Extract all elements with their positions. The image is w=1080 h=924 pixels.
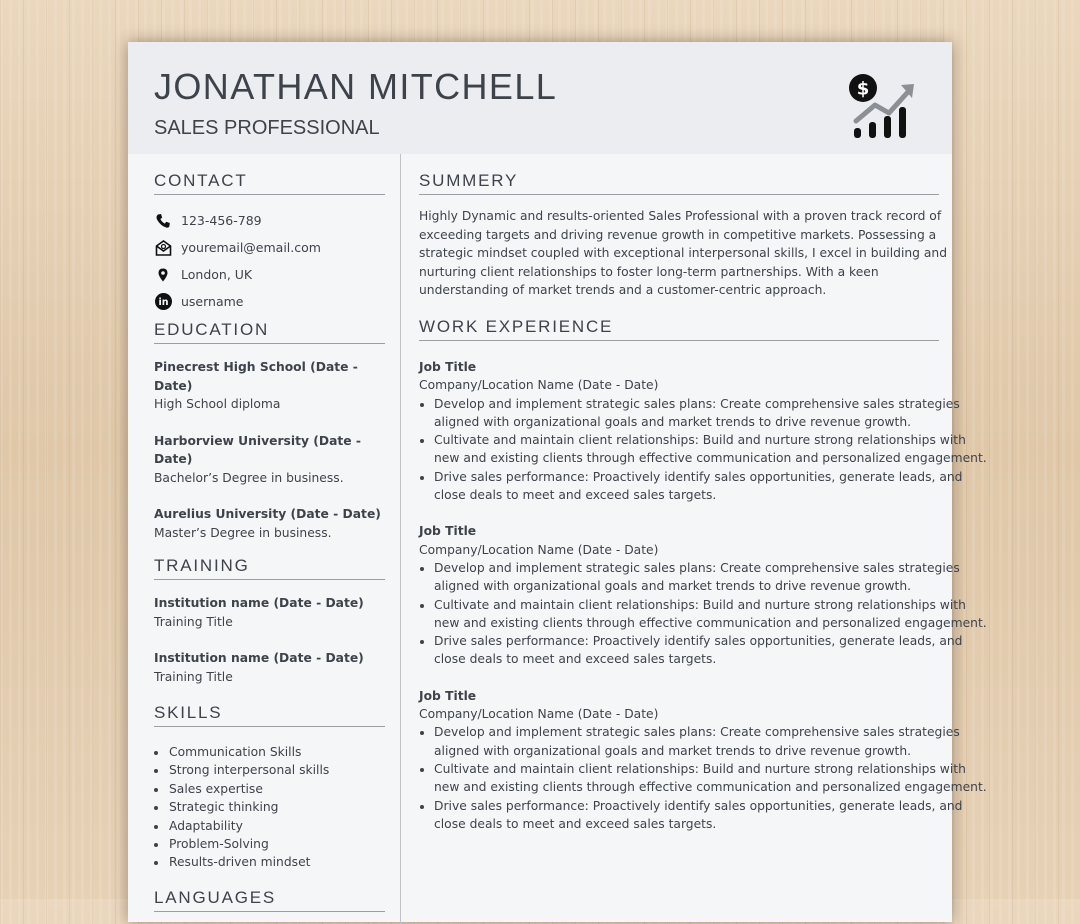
- summary-section: [419, 171, 948, 300]
- phone-icon: [154, 213, 172, 229]
- education-school: Pinecrest High School (Date - Date): [154, 360, 358, 393]
- job-bullet: [434, 468, 963, 505]
- svg-text:$: $: [856, 78, 870, 100]
- bullet-line: new and existing clients through effective communication and personalized engagement.: [434, 780, 987, 795]
- training-title: Training Title: [154, 614, 233, 629]
- education-item: [154, 505, 385, 542]
- skills-section: [154, 703, 385, 872]
- skill-item: • Strategic thinking: [168, 798, 385, 816]
- education-item: [154, 358, 385, 414]
- phone-text: 123-456-789: [181, 213, 262, 228]
- bullet-line: • Develop and implement strategic sales plans: Create comprehensive sales strategies: [434, 725, 960, 740]
- bullet-line: aligned with organizational goals and market trends to drive revenue growth.: [434, 743, 912, 758]
- bullet-line: • Drive sales performance: Proactively identify sales opportunities, generate leads, and: [434, 798, 963, 813]
- right-column: [419, 154, 987, 833]
- education-degree: Master’s Degree in business.: [154, 525, 332, 540]
- job-bullets: [419, 395, 987, 505]
- job-company: Company/Location Name (Date - Date): [419, 542, 659, 557]
- resume-page: [128, 42, 987, 922]
- training-institution: Institution name (Date - Date): [154, 651, 364, 665]
- job-company: Company/Location Name (Date - Date): [419, 378, 659, 393]
- summary-line: Highly Dynamic and results-oriented Sales Professional with a proven track record of: [419, 209, 942, 223]
- bullet-line: • Cultivate and maintain client relationships: Build and nurture strong relationships with: [434, 597, 966, 612]
- languages-section: [154, 888, 385, 912]
- bullet-line: aligned with organizational goals and market trends to drive revenue growth.: [434, 414, 912, 429]
- education-school: Aurelius University (Date - Date): [154, 507, 381, 521]
- dollar-growth-chart-icon: [846, 70, 918, 142]
- job-bullet: [434, 559, 960, 596]
- bullet-line: • Cultivate and maintain client relationships: Build and nurture strong relationships with: [434, 761, 966, 776]
- job-title: Job Title: [419, 359, 477, 374]
- training-section: [154, 556, 385, 686]
- linkedin-text: username: [181, 294, 244, 309]
- candidate-name: JONATHAN MITCHELL: [154, 66, 558, 107]
- skills-list: [154, 743, 385, 872]
- job-entry: [419, 358, 987, 504]
- education-degree: High School diploma: [154, 397, 281, 411]
- skill-item: • Results-driven mindset: [168, 853, 385, 871]
- training-title: Training Title: [154, 669, 233, 684]
- skill-item: • Strong interpersonal skills: [168, 761, 385, 779]
- skill-item: • Communication Skills: [168, 743, 385, 761]
- experience-heading: WORK EXPERIENCE: [419, 317, 939, 341]
- languages-heading: LANGUAGES: [154, 888, 385, 912]
- skill-item: • Adaptability: [168, 817, 385, 835]
- job-title: Job Title: [419, 524, 477, 539]
- job-entry: [419, 687, 987, 833]
- education-degree: Bachelor’s Degree in business.: [154, 470, 344, 485]
- contact-heading: CONTACT: [154, 171, 385, 195]
- bullet-line: new and existing clients through effective communication and personalized engagement.: [434, 451, 987, 466]
- linkedin-icon: [154, 294, 172, 310]
- bullet-line: close deals to meet and exceed sales targets.: [434, 652, 717, 667]
- location-text: London, UK: [181, 267, 253, 282]
- training-institution: Institution name (Date - Date): [154, 596, 364, 610]
- skills-heading: SKILLS: [154, 703, 385, 727]
- left-column: [154, 154, 385, 912]
- bullet-line: • Develop and implement strategic sales plans: Create comprehensive sales strategies: [434, 396, 960, 411]
- location-pin-icon: [154, 267, 172, 283]
- summary-line: nurturing client relationships to foster long-term partnerships. With a keen: [419, 264, 879, 279]
- contact-email: [154, 234, 385, 261]
- training-item: [154, 649, 385, 686]
- contact-phone: [154, 207, 385, 234]
- column-divider: [400, 154, 401, 924]
- job-bullet: [434, 431, 987, 468]
- bullet-line: new and existing clients through effective communication and personalized engagement.: [434, 615, 987, 630]
- job-bullet: [434, 760, 987, 797]
- summary-line: understanding of market trends and a customer-centric approach.: [419, 283, 827, 298]
- job-bullet: [434, 632, 963, 669]
- job-entry: [419, 522, 987, 668]
- experience-section: [419, 316, 987, 833]
- education-heading: EDUCATION: [154, 320, 385, 344]
- bullet-line: • Drive sales performance: Proactively identify sales opportunities, generate leads, and: [434, 469, 963, 484]
- contact-linkedin: [154, 288, 385, 315]
- job-title: Job Title: [419, 688, 477, 703]
- job-bullet: [434, 797, 963, 834]
- job-bullet: [434, 723, 960, 760]
- training-heading: TRAINING: [154, 556, 385, 580]
- bullet-line: close deals to meet and exceed sales targets.: [434, 816, 717, 831]
- bullet-line: close deals to meet and exceed sales targets.: [434, 488, 717, 503]
- contact-location: [154, 261, 385, 288]
- education-section: [154, 320, 385, 542]
- bullet-line: • Drive sales performance: Proactively identify sales opportunities, generate leads, and: [434, 634, 963, 649]
- skill-item: • Sales expertise: [168, 780, 385, 798]
- education-item: [154, 432, 385, 488]
- svg-text:in: in: [157, 297, 169, 309]
- resume-header: [128, 42, 952, 154]
- job-bullets: [419, 723, 987, 833]
- bullet-line: • Develop and implement strategic sales plans: Create comprehensive sales strategies: [434, 560, 960, 575]
- summary-heading: SUMMERY: [419, 171, 939, 195]
- job-company: Company/Location Name (Date - Date): [419, 707, 659, 722]
- summary-text: [419, 207, 948, 300]
- job-bullets: [419, 559, 987, 669]
- contact-section: [154, 171, 385, 315]
- job-bullet: [434, 395, 960, 432]
- summary-line: strategic mindset coupled with exceptional interpersonal skills, I excel in building and: [419, 246, 948, 261]
- email-icon: [154, 240, 172, 256]
- skill-item: • Problem-Solving: [168, 835, 385, 853]
- summary-line: exceeding targets and driving revenue growth in competitive markets. Possessing a: [419, 227, 937, 242]
- job-bullet: [434, 596, 987, 633]
- training-item: [154, 594, 385, 631]
- education-school: Harborview University (Date - Date): [154, 433, 361, 466]
- candidate-title: SALES PROFESSIONAL: [154, 117, 380, 139]
- email-text: youremail@email.com: [181, 240, 321, 255]
- bullet-line: • Cultivate and maintain client relationships: Build and nurture strong relationships with: [434, 433, 966, 448]
- bullet-line: aligned with organizational goals and market trends to drive revenue growth.: [434, 579, 912, 594]
